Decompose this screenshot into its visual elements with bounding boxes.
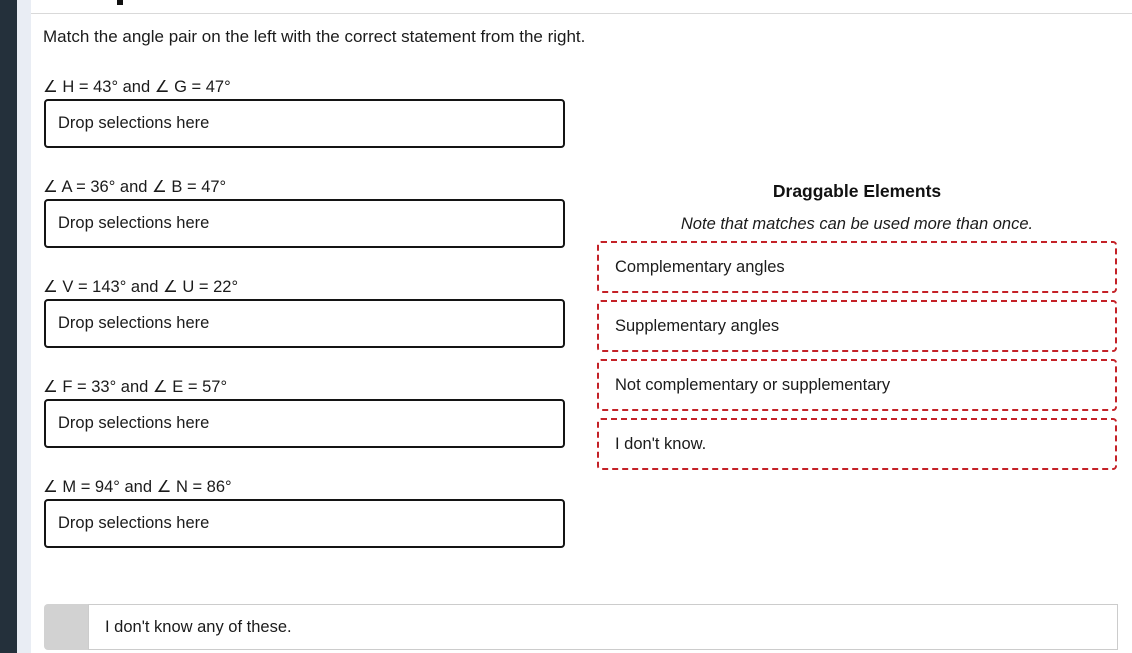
dropzone-3[interactable]: Drop selections here	[44, 299, 565, 348]
angle-pair-label-4: ∠ F = 33° and ∠ E = 57°	[43, 378, 228, 396]
dont-know-drag-handle[interactable]	[44, 604, 88, 650]
left-gutter	[17, 0, 31, 653]
dropzone-4[interactable]: Drop selections here	[44, 399, 565, 448]
draggable-elements-title: Draggable Elements	[772, 181, 942, 201]
left-sidebar-strip	[0, 0, 17, 653]
draggable-elements-note: Note that matches can be used more than once.	[680, 215, 1034, 233]
angle-pair-label-2: ∠ A = 36° and ∠ B = 47°	[43, 178, 227, 196]
dropzone-1[interactable]: Drop selections here	[44, 99, 565, 148]
dont-know-any-row	[44, 604, 1118, 650]
angle-pair-label-3: ∠ V = 143° and ∠ U = 22°	[43, 278, 239, 296]
cropped-toolbar-artifact	[117, 0, 123, 5]
question-prompt: Match the angle pair on the left with the correct statement from the right.	[43, 27, 586, 46]
angle-pair-label-5: ∠ M = 94° and ∠ N = 86°	[43, 478, 232, 496]
dont-know-any-option[interactable]: I don't know any of these.	[88, 604, 1118, 650]
draggable-i-dont-know[interactable]: I don't know.	[597, 418, 1117, 470]
dropzone-2[interactable]: Drop selections here	[44, 199, 565, 248]
draggable-not-complementary-or-supplementary[interactable]: Not complementary or supplementary	[597, 359, 1117, 411]
draggable-complementary-angles[interactable]: Complementary angles	[597, 241, 1117, 293]
draggable-supplementary-angles[interactable]: Supplementary angles	[597, 300, 1117, 352]
top-divider	[31, 13, 1132, 14]
angle-pair-label-1: ∠ H = 43° and ∠ G = 47°	[43, 78, 231, 96]
dropzone-5[interactable]: Drop selections here	[44, 499, 565, 548]
